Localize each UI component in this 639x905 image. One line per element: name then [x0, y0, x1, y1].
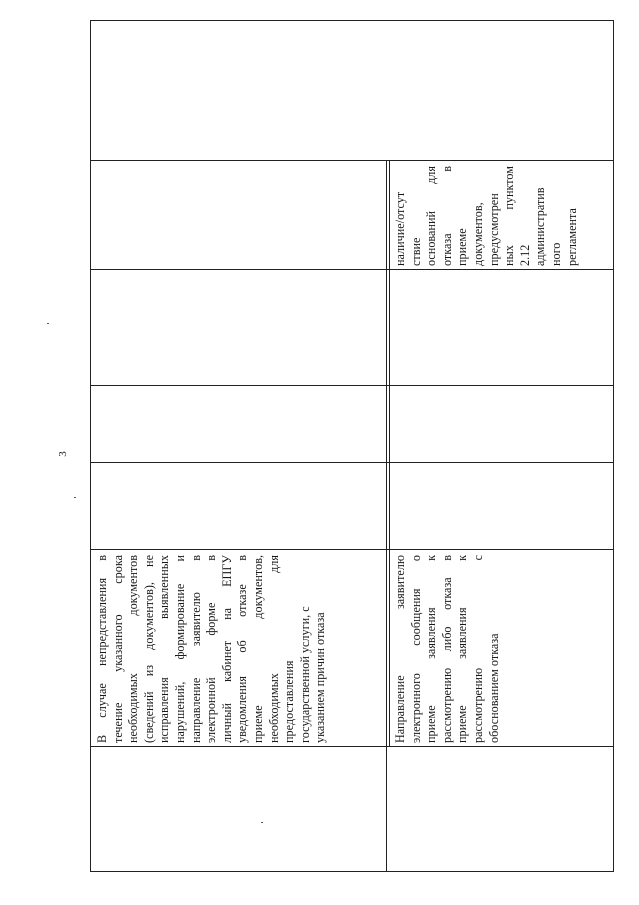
page-number: 3: [56, 451, 69, 457]
row1-line: необходимых документов: [126, 555, 141, 743]
scan-speck: [47, 323, 49, 324]
row1-line: необходимых для: [266, 555, 281, 743]
criteria-line: ного: [548, 242, 563, 266]
criteria-line: наличие/отсут: [393, 191, 407, 266]
row2-line: приеме заявления к: [455, 555, 470, 743]
criteria-line: ных пунктом: [502, 166, 517, 266]
criteria-line: административ: [533, 187, 548, 266]
row1-line: исправления выявленных: [157, 555, 172, 743]
row1-line: направление заявителю в: [188, 555, 203, 743]
row1-line: нарушений, формирование и: [172, 555, 187, 743]
row2-line: приеме заявления к: [424, 555, 439, 743]
row1-line: предоставления: [282, 660, 297, 743]
row1-line: (сведений из документов), не: [141, 555, 156, 743]
criteria-line: регламента: [564, 208, 579, 266]
row1-line: указанием причин отказа: [313, 612, 328, 743]
row2-line: обоснованием отказа: [486, 633, 501, 743]
row2-criteria-cell: [393, 166, 580, 266]
scan-speck: [74, 497, 76, 498]
criteria-line: предусмотрен: [486, 193, 501, 266]
table: [90, 20, 614, 872]
row1-line: В случае непредставления в: [95, 555, 109, 743]
criteria-line: документов,: [470, 202, 485, 266]
row2-line: рассмотрению с: [470, 555, 485, 743]
row2-line: электронного сообщения о: [408, 555, 423, 743]
row1-line: уведомления об отказе в: [235, 555, 250, 743]
row2-line: Направление заявителю: [393, 555, 407, 743]
row2-description-cell: [393, 555, 502, 743]
criteria-line: отказа в: [439, 166, 454, 266]
criteria-line: ствие: [408, 237, 423, 266]
criteria-line: 2.12: [517, 244, 532, 266]
row2-line: рассмотрению либо отказа в: [439, 555, 454, 743]
row1-line: течение указанного срока: [110, 555, 125, 743]
table-grid: [90, 20, 614, 872]
row1-description-cell: [95, 555, 329, 743]
row1-line: приеме документов,: [250, 555, 265, 743]
row1-line: электронной форме в: [204, 555, 219, 743]
criteria-line: приеме: [455, 228, 470, 266]
row1-line: личный кабинет на ЕПГУ: [219, 555, 234, 743]
criteria-line: оснований для: [424, 166, 439, 266]
row1-line: государственной услуги, с: [297, 606, 312, 743]
